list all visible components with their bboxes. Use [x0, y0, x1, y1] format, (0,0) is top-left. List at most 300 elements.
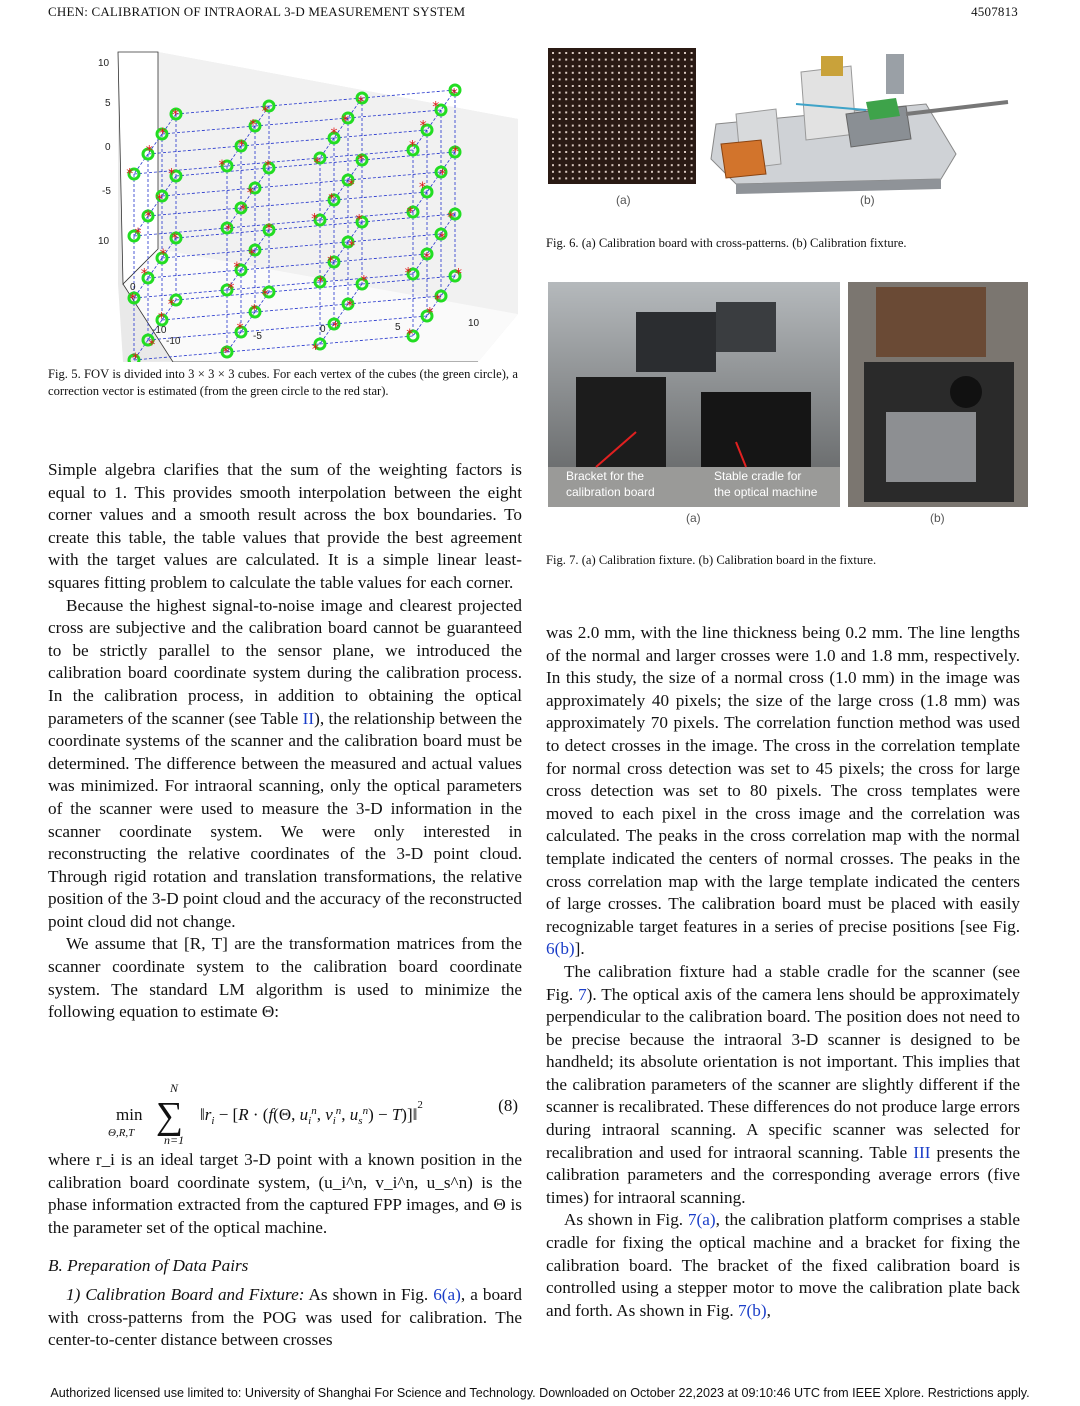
- cross-mark: [671, 85, 673, 87]
- tick-x-neg10: -10: [166, 336, 181, 347]
- cross-mark: [638, 177, 640, 179]
- cross-mark: [658, 151, 660, 153]
- correction-star: *: [348, 238, 356, 255]
- cross-mark: [691, 138, 693, 140]
- cross-mark: [651, 105, 653, 107]
- cross-mark: [565, 98, 567, 100]
- tick-y-10: 10: [98, 236, 110, 247]
- cross-mark: [559, 78, 561, 80]
- cross-mark: [644, 177, 646, 179]
- cross-mark: [618, 52, 620, 54]
- cross-mark: [598, 138, 600, 140]
- cross-mark: [611, 125, 613, 127]
- cross-mark: [644, 98, 646, 100]
- cross-mark: [651, 171, 653, 173]
- cross-mark: [658, 92, 660, 94]
- cross-mark: [658, 164, 660, 166]
- cross-mark: [658, 98, 660, 100]
- cross-mark: [578, 125, 580, 127]
- cross-mark: [631, 92, 633, 94]
- correction-star: *: [261, 103, 269, 120]
- cross-mark: [592, 105, 594, 107]
- cross-mark: [644, 138, 646, 140]
- cross-mark: [644, 158, 646, 160]
- cross-mark: [565, 72, 567, 74]
- correction-star: *: [438, 230, 446, 247]
- cross-mark: [664, 144, 666, 146]
- cross-mark: [565, 131, 567, 133]
- cross-mark: [658, 85, 660, 87]
- correction-star: *: [426, 305, 434, 322]
- figure-7-photos: [546, 282, 1032, 530]
- cross-mark: [605, 78, 607, 80]
- cross-mark: [644, 59, 646, 61]
- cross-mark: [592, 118, 594, 120]
- cross-mark: [592, 98, 594, 100]
- figure-5-caption: Fig. 5. FOV is divided into 3 × 3 × 3 cubes. For each vertex of the cubes (the green circle), a correction vector is estimated (from the green circle to the red star).: [48, 367, 518, 398]
- link-fig-7[interactable]: 7: [578, 984, 587, 1004]
- cross-mark: [677, 105, 679, 107]
- correction-star: *: [408, 138, 416, 155]
- cross-mark: [691, 92, 693, 94]
- cross-mark: [677, 138, 679, 140]
- correction-star: *: [451, 144, 459, 161]
- cross-mark: [598, 164, 600, 166]
- cross-mark: [572, 85, 574, 87]
- cross-mark: [644, 164, 646, 166]
- cross-mark: [638, 125, 640, 127]
- cross-mark: [631, 177, 633, 179]
- cross-mark: [691, 118, 693, 120]
- cross-mark: [631, 138, 633, 140]
- tick-y-neg10: -10: [152, 325, 167, 336]
- cross-mark: [592, 177, 594, 179]
- cross-mark: [684, 78, 686, 80]
- cross-mark: [638, 111, 640, 113]
- cross-mark: [598, 59, 600, 61]
- cross-mark: [618, 158, 620, 160]
- cross-mark: [565, 105, 567, 107]
- cross-mark: [677, 164, 679, 166]
- cross-mark: [611, 105, 613, 107]
- correction-star: *: [264, 158, 272, 175]
- cross-mark: [664, 98, 666, 100]
- correction-star: *: [357, 94, 365, 111]
- cross-mark: [671, 105, 673, 107]
- cross-mark: [644, 85, 646, 87]
- cross-mark: [565, 65, 567, 67]
- paragraph-calibration-board-system: Because the highest signal-to-noise image and clearest projected cross are subjective and the calibration board cannot be guaranteed to be strictly parallel to the sensor plane, we introduced the calibration board coordinate system during the calibration process. In the calibration process, in addition to obtaining the optical parameters of the scanner (see Table II), the relationship between the coordinate systems of the scanner and the calibration board must be determined. The difference between the measured and actual values was minimized. For intraoral scanning, only the optical parameters of the scanner were used to measure the 3-D information in the scanner coordinate system. We were only interested in reconstructing the relative coordinates of the 3-D point cloud. Through rigid rotation and translation transformations, the relative position of the 3-D point cloud and the accuracy of the reconstructed point cloud did not change.: [48, 595, 522, 931]
- cross-mark: [684, 111, 686, 113]
- cross-mark: [592, 65, 594, 67]
- correction-star: *: [331, 319, 339, 336]
- cross-mark: [644, 151, 646, 153]
- cross-mark: [644, 131, 646, 133]
- cross-mark: [625, 118, 627, 120]
- cross-mark: [691, 59, 693, 61]
- correction-star: *: [159, 246, 167, 263]
- cross-mark: [618, 98, 620, 100]
- cross-mark: [559, 52, 561, 54]
- cross-mark: [638, 118, 640, 120]
- cross-mark: [598, 158, 600, 160]
- correction-star: *: [439, 166, 447, 183]
- cross-mark: [592, 78, 594, 80]
- link-fig-6b[interactable]: 6(b): [546, 939, 575, 959]
- cross-mark: [684, 72, 686, 74]
- cross-mark: [625, 171, 627, 173]
- cross-mark: [559, 98, 561, 100]
- cross-mark: [592, 92, 594, 94]
- figure-7-caption: Fig. 7. (a) Calibration fixture. (b) Calibration board in the fixture.: [546, 553, 877, 567]
- correction-star: *: [328, 191, 336, 208]
- cross-mark: [684, 144, 686, 146]
- header-title: CHEN: CALIBRATION OF INTRAORAL 3-D MEASUREMENT SYSTEM: [48, 4, 466, 19]
- cross-mark: [671, 138, 673, 140]
- cross-mark: [592, 72, 594, 74]
- cross-mark: [598, 151, 600, 153]
- cross-mark: [631, 144, 633, 146]
- cross-mark: [691, 125, 693, 127]
- cross-mark: [578, 78, 580, 80]
- section-heading-b: B. Preparation of Data Pairs: [48, 1256, 249, 1276]
- cross-mark: [658, 72, 660, 74]
- cross-mark: [598, 98, 600, 100]
- paragraph-transformation: We assume that [R, T] are the transformation matrices from the scanner coordinate system to the calibration board coordinate system. The standard LM algorithm is used to minimize the following equation to estimate Θ:: [48, 934, 522, 1022]
- fov-cube-plot: [48, 44, 518, 362]
- tick-x-10: 10: [468, 318, 480, 329]
- correction-star: *: [311, 211, 319, 228]
- svg-text:∑: ∑: [156, 1095, 184, 1137]
- cross-mark: [611, 59, 613, 61]
- photo-label-cradle-1: Stable cradle for: [714, 469, 802, 483]
- cross-mark: [618, 164, 620, 166]
- cross-mark: [677, 177, 679, 179]
- cross-mark: [691, 151, 693, 153]
- cross-mark: [585, 125, 587, 127]
- cross-mark: [638, 131, 640, 133]
- cross-mark: [572, 72, 574, 74]
- cross-mark: [638, 138, 640, 140]
- cross-mark: [651, 118, 653, 120]
- cross-mark: [638, 171, 640, 173]
- cross-mark: [605, 72, 607, 74]
- cross-mark: [611, 92, 613, 94]
- cross-mark: [618, 85, 620, 87]
- figure-5: [48, 44, 518, 362]
- correction-star: *: [406, 326, 414, 343]
- cross-mark: [638, 164, 640, 166]
- correction-star: *: [155, 191, 163, 208]
- correction-star: *: [171, 231, 179, 248]
- cross-mark: [578, 118, 580, 120]
- cross-mark: [651, 151, 653, 153]
- correction-star: *: [418, 180, 426, 197]
- cross-mark: [691, 177, 693, 179]
- cross-mark: [552, 72, 554, 74]
- correction-star: *: [248, 246, 256, 263]
- cross-mark: [664, 105, 666, 107]
- cross-mark: [664, 72, 666, 74]
- cross-mark: [625, 125, 627, 127]
- cross-mark: [691, 131, 693, 133]
- cross-mark: [625, 98, 627, 100]
- cross-mark: [625, 59, 627, 61]
- cross-mark: [625, 138, 627, 140]
- cross-mark: [638, 151, 640, 153]
- cross-mark: [605, 65, 607, 67]
- cross-mark: [691, 144, 693, 146]
- cross-mark: [638, 72, 640, 74]
- cross-mark: [559, 59, 561, 61]
- cross-mark: [572, 98, 574, 100]
- cross-mark: [684, 164, 686, 166]
- cross-mark: [611, 138, 613, 140]
- cross-mark: [671, 125, 673, 127]
- left-column-bottom: [48, 1149, 522, 1352]
- cross-mark: [644, 171, 646, 173]
- fig6-label-a: (a): [616, 193, 631, 207]
- cross-mark: [658, 59, 660, 61]
- cross-mark: [552, 105, 554, 107]
- cross-mark: [585, 158, 587, 160]
- cross-mark: [605, 111, 607, 113]
- cross-mark: [585, 164, 587, 166]
- cross-mark: [664, 138, 666, 140]
- cross-mark: [625, 111, 627, 113]
- cross-mark: [585, 72, 587, 74]
- cross-mark: [572, 138, 574, 140]
- cross-mark: [677, 72, 679, 74]
- cross-mark: [611, 78, 613, 80]
- correction-star: *: [450, 86, 458, 103]
- cross-mark: [611, 171, 613, 173]
- cross-mark: [671, 72, 673, 74]
- cross-mark: [552, 131, 554, 133]
- cross-mark: [664, 65, 666, 67]
- cross-mark: [677, 118, 679, 120]
- tick-x-5: 5: [395, 322, 401, 333]
- cross-mark: [565, 158, 567, 160]
- tick-z-5: 5: [105, 98, 111, 109]
- cross-mark: [605, 131, 607, 133]
- correction-star: *: [327, 253, 335, 270]
- cross-mark: [572, 78, 574, 80]
- fig7-label-a: (a): [686, 511, 701, 525]
- cross-mark: [684, 118, 686, 120]
- cross-mark: [605, 138, 607, 140]
- cross-mark: [559, 164, 561, 166]
- cross-mark: [631, 59, 633, 61]
- cross-mark: [572, 131, 574, 133]
- cross-mark: [578, 171, 580, 173]
- cross-mark: [552, 177, 554, 179]
- cross-mark: [631, 151, 633, 153]
- correction-star: *: [168, 166, 176, 183]
- cross-mark: [611, 118, 613, 120]
- paragraph-where: where r_i is an ideal target 3-D point with a known position in the calibration board coordinate system, (u_i^n, v_i^n, u_s^n) is the phase information extracted from the captured FPP images, and Θ is the parameter set of the optical machine.: [48, 1150, 522, 1237]
- cross-mark: [638, 59, 640, 61]
- cross-mark: [638, 78, 640, 80]
- link-fig-7b[interactable]: 7(b): [737, 1300, 767, 1320]
- cross-mark: [611, 151, 613, 153]
- cross-mark: [572, 52, 574, 54]
- cross-mark: [559, 118, 561, 120]
- cross-mark: [598, 125, 600, 127]
- cross-mark: [578, 65, 580, 67]
- correction-star: *: [265, 221, 273, 238]
- cross-mark: [572, 144, 574, 146]
- cross-mark: [677, 98, 679, 100]
- svg-text:Θ,R,T: Θ,R,T: [108, 1127, 135, 1139]
- cross-mark: [664, 151, 666, 153]
- cross-mark: [585, 65, 587, 67]
- cross-mark: [559, 131, 561, 133]
- paragraph-platform: As shown in Fig. 7(a), the calibration platform comprises a stable cradle for fixing the optical machine and a bracket for fixing the calibration board. The bracket of the fixed calibration board is controlled using a stepper motor to move the calibration plate back and forth. As shown in Fig. 7(b),: [546, 1210, 1020, 1320]
- cross-mark: [691, 105, 693, 107]
- cross-mark: [644, 72, 646, 74]
- paragraph-weighting: Simple algebra clarifies that the sum of the weighting factors is equal to 1. This provides smooth interpolation between the eight corner values and a smooth result across the box boundaries. To create this table, the table values that provide the best agreement with the target values are calculated. It is a simple linear least-squares fitting problem to calculate the table values for each corner.: [48, 460, 522, 592]
- cross-mark: [592, 144, 594, 146]
- correction-star: *: [157, 310, 165, 327]
- cross-mark: [691, 85, 693, 87]
- cross-mark: [618, 177, 620, 179]
- cross-mark: [638, 144, 640, 146]
- cross-mark: [618, 151, 620, 153]
- cross-mark: [611, 158, 613, 160]
- cross-mark: [638, 92, 640, 94]
- cross-mark: [625, 144, 627, 146]
- cross-mark: [684, 52, 686, 54]
- cross-mark: [578, 177, 580, 179]
- cross-mark: [572, 151, 574, 153]
- cross-mark: [691, 52, 693, 54]
- cross-mark: [611, 111, 613, 113]
- cross-mark: [644, 144, 646, 146]
- cross-mark: [677, 171, 679, 173]
- tick-z-neg5: -5: [102, 186, 111, 197]
- cross-mark: [651, 164, 653, 166]
- cross-mark: [625, 164, 627, 166]
- cross-mark: [552, 92, 554, 94]
- cross-mark: [552, 171, 554, 173]
- cross-mark: [559, 72, 561, 74]
- link-fig-6a[interactable]: 6(a): [433, 1284, 461, 1304]
- cross-mark: [572, 92, 574, 94]
- cross-mark: [658, 111, 660, 113]
- cross-mark: [671, 171, 673, 173]
- cross-mark: [552, 65, 554, 67]
- cross-mark: [572, 164, 574, 166]
- cross-mark: [618, 92, 620, 94]
- cross-mark: [684, 131, 686, 133]
- cross-mark: [658, 78, 660, 80]
- correction-star: *: [347, 177, 355, 194]
- cross-mark: [578, 158, 580, 160]
- cross-mark: [638, 85, 640, 87]
- tick-z-10: 10: [98, 58, 110, 69]
- cross-mark: [658, 65, 660, 67]
- cross-mark: [611, 177, 613, 179]
- cross-mark: [684, 105, 686, 107]
- cross-mark: [671, 151, 673, 153]
- correction-star: *: [233, 260, 241, 277]
- link-table-ii[interactable]: II: [302, 708, 315, 728]
- photo-label-bracket-2: calibration board: [566, 485, 655, 499]
- cross-mark: [664, 158, 666, 160]
- cross-mark: [664, 125, 666, 127]
- correction-star: *: [434, 292, 442, 309]
- cross-mark: [638, 65, 640, 67]
- cross-mark: [638, 98, 640, 100]
- cross-mark: [658, 52, 660, 54]
- cross-mark: [677, 151, 679, 153]
- cross-mark: [592, 164, 594, 166]
- cross-mark: [598, 65, 600, 67]
- cross-mark: [611, 85, 613, 87]
- cross-mark: [598, 131, 600, 133]
- correction-star: *: [224, 222, 232, 239]
- figure-6-caption: Fig. 6. (a) Calibration board with cross-patterns. (b) Calibration fixture.: [546, 236, 907, 250]
- link-table-iii[interactable]: III: [913, 1142, 931, 1162]
- correction-star: *: [316, 274, 324, 291]
- cross-mark: [658, 125, 660, 127]
- cross-mark: [559, 151, 561, 153]
- correction-star: *: [246, 185, 254, 202]
- correction-star: *: [346, 298, 354, 315]
- cross-mark: [572, 118, 574, 120]
- link-fig-7a[interactable]: 7(a): [687, 1210, 716, 1230]
- cross-mark: [552, 144, 554, 146]
- cross-mark: [677, 92, 679, 94]
- cross-mark: [651, 144, 653, 146]
- cross-mark: [598, 52, 600, 54]
- cross-mark: [598, 78, 600, 80]
- cross-mark: [552, 52, 554, 54]
- cross-mark: [559, 125, 561, 127]
- correction-star: *: [126, 166, 134, 183]
- svg-text:min: min: [116, 1105, 143, 1124]
- correction-star: *: [148, 337, 156, 354]
- cross-mark: [651, 85, 653, 87]
- cross-mark: [684, 177, 686, 179]
- cross-mark: [578, 164, 580, 166]
- cross-mark: [552, 164, 554, 166]
- cross-mark: [691, 111, 693, 113]
- left-column-top: [48, 459, 522, 1024]
- cross-mark: [677, 85, 679, 87]
- cross-mark: [578, 111, 580, 113]
- cross-mark: [552, 151, 554, 153]
- cross-mark: [658, 131, 660, 133]
- correction-star: *: [261, 287, 269, 304]
- cross-mark: [625, 151, 627, 153]
- cross-mark: [618, 72, 620, 74]
- cross-mark: [671, 144, 673, 146]
- correction-star: *: [432, 99, 440, 116]
- correction-star: *: [145, 143, 153, 160]
- correction-star: *: [423, 250, 431, 267]
- cross-mark: [631, 98, 633, 100]
- cross-mark: [565, 111, 567, 113]
- cross-mark: [664, 85, 666, 87]
- cross-mark: [644, 92, 646, 94]
- cross-mark: [651, 98, 653, 100]
- cross-mark: [605, 171, 607, 173]
- cross-mark: [664, 52, 666, 54]
- cross-mark: [664, 177, 666, 179]
- cross-mark: [651, 52, 653, 54]
